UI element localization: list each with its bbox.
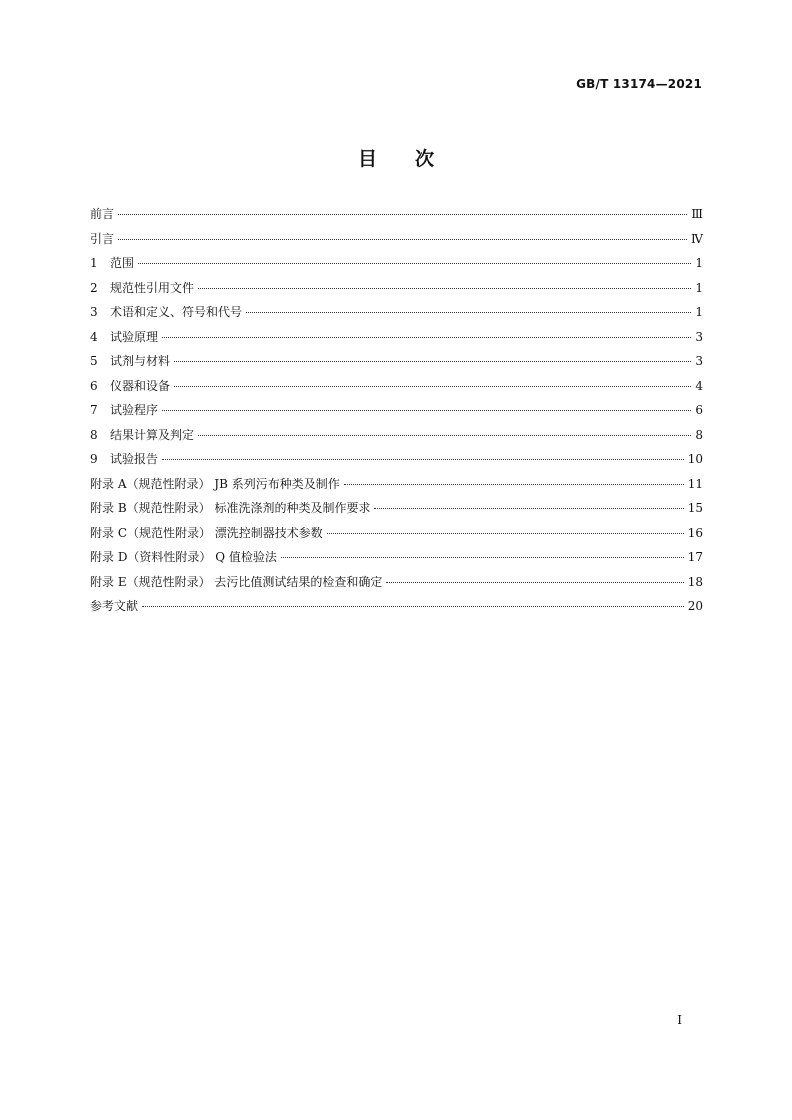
standard-number: GB/T 13174—2021 xyxy=(576,77,702,91)
toc-entry-number: 3 xyxy=(90,305,98,319)
toc-leader-dots xyxy=(344,472,684,485)
toc-entry-label: 引言 xyxy=(90,231,115,246)
toc-entry-label: 附录 E（规范性附录） 去污比值测试结果的检查和确定 xyxy=(90,574,383,589)
toc-entry-page: 1 xyxy=(695,280,703,295)
toc-entry-page: 3 xyxy=(695,354,703,368)
toc-entry-page: 10 xyxy=(687,452,703,466)
toc-entry-label: 附录 B（规范性附录） 标准洗涤剂的种类及制作要求 xyxy=(90,501,371,515)
toc-entry-page: 16 xyxy=(687,525,703,540)
toc-entry-label: 参考文献 xyxy=(90,599,139,613)
toc-entry-label: 试验原理 xyxy=(110,329,159,344)
toc-leader-dots xyxy=(162,447,684,460)
toc-entry-label: 试剂与材料 xyxy=(110,354,171,368)
toc-entry[interactable] xyxy=(90,597,703,622)
toc-entry-label: 规范性引用文件 xyxy=(110,280,195,295)
toc-entry-number: 5 xyxy=(90,354,98,368)
toc-entry-page: 15 xyxy=(687,501,703,515)
toc-leader-dots xyxy=(198,423,691,436)
toc-entry-label: 附录 D（资料性附录） Q 值检验法 xyxy=(90,550,277,564)
toc-entry-label: 前言 xyxy=(90,207,115,221)
toc-entry-number: 9 xyxy=(90,452,98,466)
toc-entry-label: 范围 xyxy=(110,256,135,270)
table-of-contents xyxy=(90,205,703,622)
toc-entry-number: 1 xyxy=(90,256,98,270)
toc-leader-dots xyxy=(118,227,687,240)
toc-entry-number: 6 xyxy=(90,378,98,393)
toc-entry-label: 附录 C（规范性附录） 漂洗控制器技术参数 xyxy=(90,525,323,540)
toc-leader-dots xyxy=(386,570,683,583)
toc-leader-dots xyxy=(281,545,684,558)
toc-entry-page: 17 xyxy=(687,550,703,564)
toc-entry-label: 仪器和设备 xyxy=(110,378,171,393)
toc-entry-page: 6 xyxy=(695,403,703,417)
page-number: I xyxy=(677,1013,682,1027)
toc-leader-dots xyxy=(142,594,684,607)
toc-leader-dots xyxy=(162,398,691,411)
toc-entry-number: 2 xyxy=(90,280,98,295)
toc-entry-page: 18 xyxy=(687,574,703,589)
toc-leader-dots xyxy=(118,202,687,215)
toc-entry-page: Ⅲ xyxy=(691,207,703,221)
toc-entry-label: 附录 A（规范性附录） JB 系列污布种类及制作 xyxy=(90,476,340,491)
page-title: 目次 xyxy=(357,148,472,170)
toc-entry-label: 试验报告 xyxy=(110,452,159,466)
toc-entry-page: 4 xyxy=(695,378,703,393)
toc-entry-page: Ⅳ xyxy=(691,231,703,246)
toc-entry-number: 4 xyxy=(90,329,98,344)
toc-leader-dots xyxy=(174,374,691,387)
toc-entry-page: 20 xyxy=(687,599,703,613)
toc-entry-page: 3 xyxy=(695,329,703,344)
toc-leader-dots xyxy=(174,349,691,362)
toc-leader-dots xyxy=(327,521,684,534)
toc-leader-dots xyxy=(162,325,691,338)
toc-leader-dots xyxy=(198,276,691,289)
toc-leader-dots xyxy=(246,300,691,313)
toc-entry-label: 试验程序 xyxy=(110,403,159,417)
toc-entry-number: 8 xyxy=(90,427,98,442)
toc-entry-label: 术语和定义、符号和代号 xyxy=(110,305,243,319)
toc-leader-dots xyxy=(138,251,691,264)
toc-entry-page: 1 xyxy=(695,305,703,319)
toc-leader-dots xyxy=(374,496,683,509)
toc-entry-page: 8 xyxy=(695,427,703,442)
toc-entry-number: 7 xyxy=(90,403,98,417)
toc-entry-page: 1 xyxy=(695,256,703,270)
toc-entry-label: 结果计算及判定 xyxy=(110,427,195,442)
toc-entry-page: 11 xyxy=(687,476,703,491)
